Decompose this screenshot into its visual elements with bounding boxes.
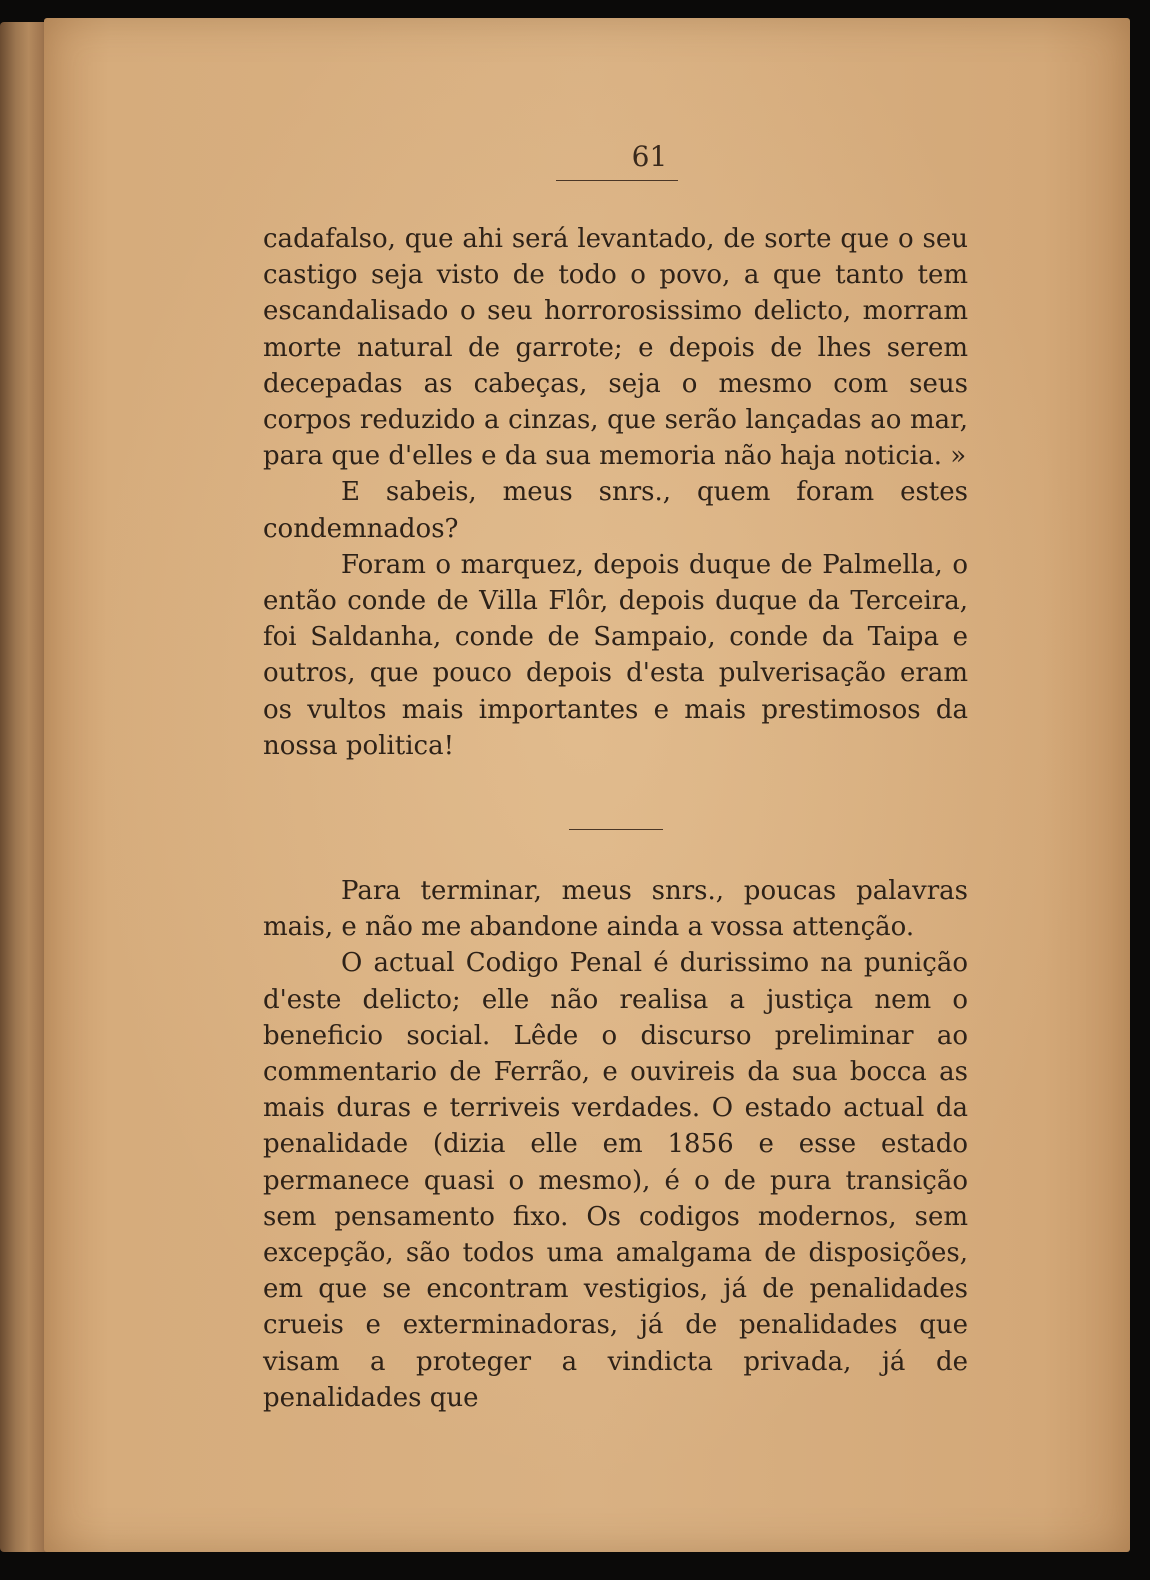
text-section-1 — [263, 221, 968, 764]
header-rule — [556, 180, 678, 181]
paragraph: E sabeis, meus snrs., quem foram estes condemnados? — [263, 477, 968, 544]
paragraph: Para terminar, meus snrs., poucas palavras mais, e não me abandone ainda a vossa attenção. — [263, 876, 968, 943]
section-divider-rule — [569, 829, 663, 830]
text-section-2 — [263, 873, 968, 1416]
paragraph: cadafalso, que ahi será levantado, de sorte que o seu castigo seja visto de todo o povo, a que tanto tem escandalisado o seu horrorosissimo delicto, morram morte natural de garrote; e depois de lhes serem decepadas as cabeças, seja o mesmo com seus corpos reduzido a cinzas, que serão lançadas ao mar, para que d'elles e da sua memoria não haja noticia. » — [263, 224, 968, 472]
page-number: 61 — [631, 140, 668, 173]
book-page — [44, 18, 1130, 1552]
paragraph: O actual Codigo Penal é durissimo na punição d'este delicto; elle não realisa a justiça nem o beneficio social. Lêde o discurso preliminar ao commentario de Ferrão, e ouvireis da sua bocca as mais duras e terriveis verdades. O estado actual da penalidade (dizia elle em 1856 e esse estado permanece quasi o mesmo), é o de pura transição sem pensamento fixo. Os codigos modernos, sem excepção, são todos uma amalgama de disposições, em que se encontram vestigios, já de penalidades crueis e exterminadoras, já de penalidades que visam a proteger a vindicta privada, já de penalidades que — [263, 948, 968, 1413]
paragraph: Foram o marquez, depois duque de Palmella, o então conde de Villa Flôr, depois duque da Terceira, foi Saldanha, conde de Sampaio, conde da Taipa e outros, que pouco depois d'esta pulverisação eram os vultos mais importantes e mais prestimosos da nossa politica! — [263, 549, 968, 761]
